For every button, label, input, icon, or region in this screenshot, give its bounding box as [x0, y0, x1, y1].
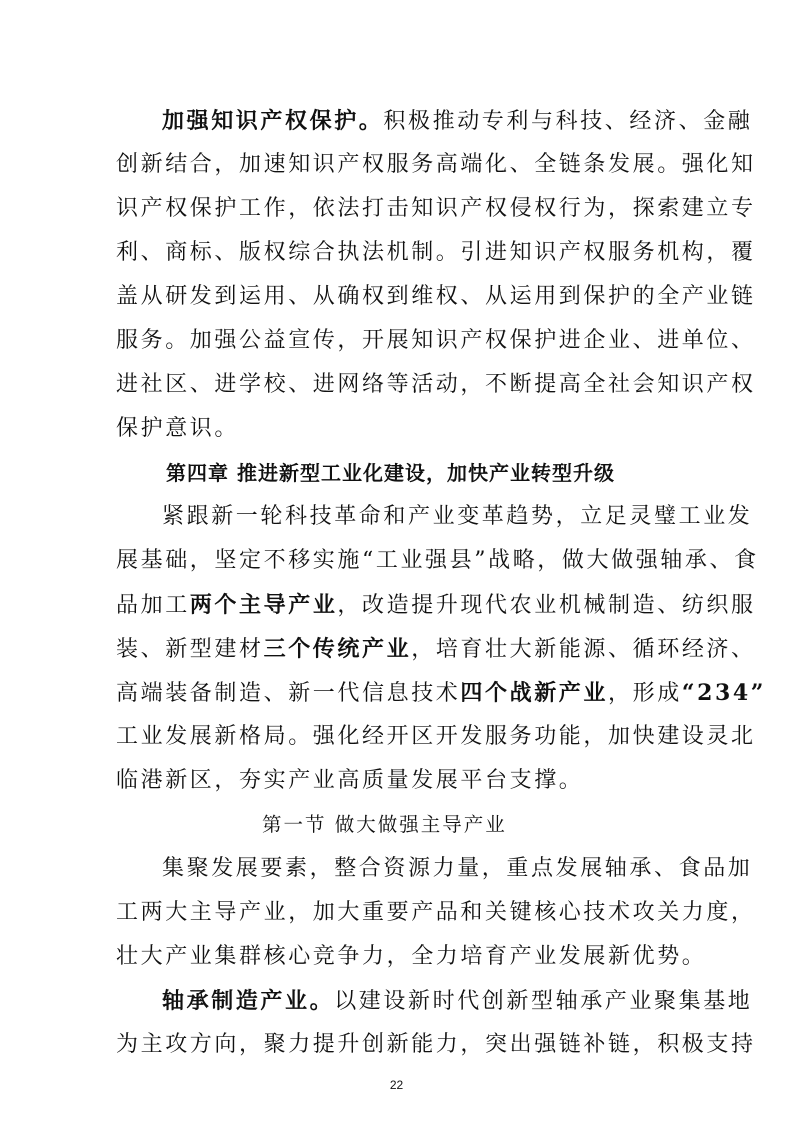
paragraph-2-line-2: 展基础，坚定不移实施“工业强县”战略，做大做强轴承、食 [116, 548, 759, 573]
paragraph-1-line-1 [162, 108, 752, 135]
paragraph-2-line-3 [116, 592, 756, 619]
paragraph-4-line-1-text: 以建设新时代创新型轴承产业聚集基地 [334, 989, 753, 1014]
paragraph-2-emphasis-two-industries: 两个主导产业 [189, 592, 338, 618]
paragraph-4-line-2: 为主攻方向，聚力提升创新能力，突出强链补链，积极支持 [116, 1032, 756, 1057]
paragraph-2-line-7: 临港新区，夯实产业高质量发展平台支撑。 [116, 768, 584, 793]
paragraph-2-line-4-a: 装、新型建材 [116, 637, 264, 662]
paragraph-2-line-5-a: 高端装备制造、新一代信息技术 [116, 681, 461, 706]
paragraph-4-lead: 轴承制造产业。 [162, 988, 335, 1014]
paragraph-2-line-1: 紧跟新一轮科技革命和产业变革趋势，立足灵璧工业发 [162, 504, 753, 529]
paragraph-2-line-5-c: ，形成 [608, 681, 682, 706]
paragraph-2-line-3-a: 品加工 [116, 593, 190, 618]
paragraph-1-line-3: 识产权保护工作，依法打击知识产权侵权行为，探索建立专 [116, 196, 756, 221]
paragraph-1-line-1-text: 积极推动专利与科技、经济、金融 [383, 109, 753, 134]
paragraph-1-line-8: 保护意识。 [116, 416, 240, 441]
paragraph-3-line-3: 壮大产业集群核心竞争力，全力培育产业发展新优势。 [116, 944, 707, 969]
paragraph-2-line-4-c: ，培育壮大新能源、循环经济、 [411, 637, 756, 662]
paragraph-2-line-4 [116, 636, 756, 663]
paragraph-1-line-5: 盖从研发到运用、从确权到维权、从运用到保护的全产业链 [116, 284, 756, 309]
paragraph-3-line-1: 集聚发展要素，整合资源力量，重点发展轴承、食品加 [162, 856, 753, 881]
page-number: 22 [389, 1078, 404, 1092]
paragraph-1-line-2: 创新结合，加速知识产权服务高端化、全链条发展。强化知 [116, 152, 756, 177]
section-title: 第一节 做大做强主导产业 [262, 813, 507, 836]
paragraph-1-line-4: 利、商标、版权综合执法机制。引进知识产权服务机构，覆 [116, 240, 756, 265]
paragraph-4-line-1 [162, 988, 752, 1015]
paragraph-2-emphasis-234: “234” [681, 680, 767, 706]
paragraph-2-emphasis-four-industries: 四个战新产业 [460, 680, 609, 706]
paragraph-1-lead: 加强知识产权保护。 [162, 108, 384, 134]
paragraph-2-line-6: 工业发展新格局。强化经开区开发服务功能，加快建设灵北 [116, 724, 756, 749]
paragraph-1-line-7: 进社区、进学校、进网络等活动，不断提高全社会知识产权 [116, 372, 756, 397]
paragraph-1-line-6: 服务。加强公益宣传，开展知识产权保护进企业、进单位、 [116, 328, 756, 353]
paragraph-3-line-2: 工两大主导产业，加大重要产品和关键核心技术攻关力度， [116, 900, 756, 925]
paragraph-2-line-5 [116, 680, 766, 707]
chapter-title: 第四章 推进新型工业化建设，加快产业转型升级 [166, 461, 615, 485]
paragraph-2-emphasis-three-industries: 三个传统产业 [263, 636, 412, 662]
paragraph-2-line-3-c: ，改造提升现代农业机械制造、纺织服 [337, 593, 756, 618]
